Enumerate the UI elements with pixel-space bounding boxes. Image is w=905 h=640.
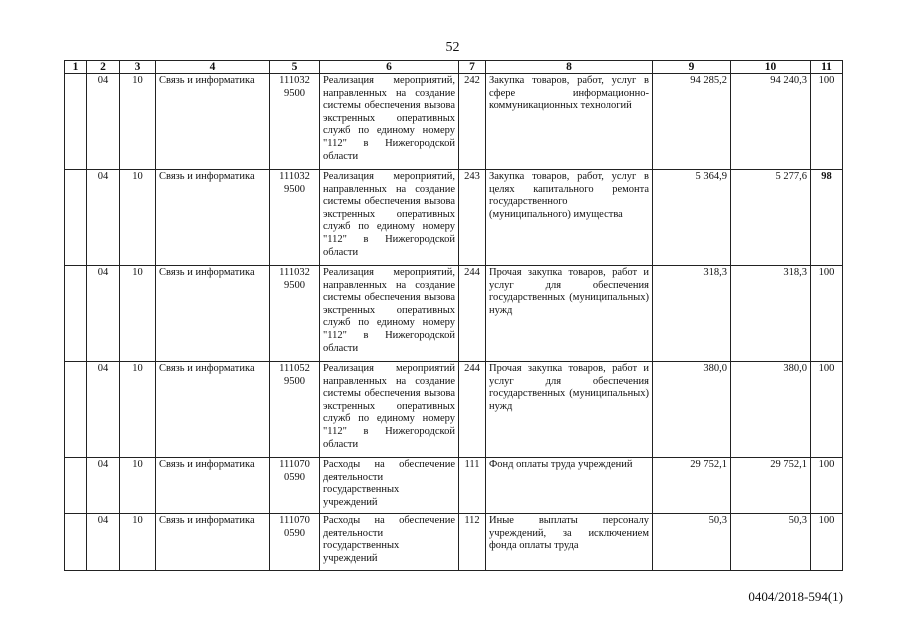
cell-target-article: 111032 9500 xyxy=(270,74,320,170)
cell-article-name: Расходы на обеспечение деятельности государственных учреждений xyxy=(320,458,459,514)
column-header-5: 5 xyxy=(270,61,320,74)
cell-expense-type: 112 xyxy=(459,514,486,571)
cell-planned-amount: 50,3 xyxy=(653,514,731,571)
cell-subsection-code: 10 xyxy=(120,266,156,362)
cell-planned-amount: 29 752,1 xyxy=(653,458,731,514)
cell-planned-amount: 380,0 xyxy=(653,362,731,458)
cell-expense-type: 242 xyxy=(459,74,486,170)
cell-actual-amount: 380,0 xyxy=(731,362,811,458)
cell-planned-amount: 94 285,2 xyxy=(653,74,731,170)
cell-target-article: 111032 9500 xyxy=(270,266,320,362)
cell-target-article: 111070 0590 xyxy=(270,514,320,571)
cell-subsection-name: Связь и информатика xyxy=(156,74,270,170)
cell-percent: 98 xyxy=(811,170,843,266)
cell-expense-name: Закупка товаров, работ, услуг в целях капитального ремонта государственного (муниципального) имущества xyxy=(486,170,653,266)
cell-subsection-code: 10 xyxy=(120,458,156,514)
cell-article-name: Реализация мероприятий, направленных на создание системы обеспечения вызова экстренных оперативных служб по единому номеру "112" в Нижегородской области xyxy=(320,74,459,170)
cell-expense-type: 244 xyxy=(459,362,486,458)
cell-section-code: 04 xyxy=(87,170,120,266)
cell-actual-amount: 94 240,3 xyxy=(731,74,811,170)
cell-section-code: 04 xyxy=(87,458,120,514)
cell-subsection-name: Связь и информатика xyxy=(156,362,270,458)
cell-section xyxy=(65,458,87,514)
table-row xyxy=(65,362,843,458)
cell-section xyxy=(65,266,87,362)
cell-percent: 100 xyxy=(811,74,843,170)
table-body xyxy=(65,74,843,571)
cell-subsection-code: 10 xyxy=(120,362,156,458)
column-header-2: 2 xyxy=(87,61,120,74)
column-header-9: 9 xyxy=(653,61,731,74)
cell-section-code: 04 xyxy=(87,362,120,458)
cell-actual-amount: 29 752,1 xyxy=(731,458,811,514)
table-row xyxy=(65,458,843,514)
column-header-6: 6 xyxy=(320,61,459,74)
cell-expense-name: Иные выплаты персоналу учреждений, за исключением фонда оплаты труда xyxy=(486,514,653,571)
cell-article-name: Реализация мероприятий, направленных на создание системы обеспечения вызова экстренных оперативных служб по единому номеру "112" в Нижегородской области xyxy=(320,170,459,266)
cell-subsection-name: Связь и информатика xyxy=(156,266,270,362)
budget-table xyxy=(64,60,843,571)
header-row xyxy=(65,61,843,74)
cell-expense-type: 244 xyxy=(459,266,486,362)
cell-actual-amount: 50,3 xyxy=(731,514,811,571)
cell-subsection-code: 10 xyxy=(120,170,156,266)
cell-subsection-name: Связь и информатика xyxy=(156,170,270,266)
cell-actual-amount: 318,3 xyxy=(731,266,811,362)
column-header-7: 7 xyxy=(459,61,486,74)
table-row xyxy=(65,514,843,571)
cell-section xyxy=(65,362,87,458)
column-header-10: 10 xyxy=(731,61,811,74)
table-row xyxy=(65,170,843,266)
cell-section xyxy=(65,514,87,571)
cell-article-name: Реализация мероприятий направленных на создание системы обеспечения вызова экстренных оперативных служб по единому номеру "112" в Нижегородской области xyxy=(320,362,459,458)
cell-percent: 100 xyxy=(811,362,843,458)
cell-section-code: 04 xyxy=(87,266,120,362)
cell-target-article: 111070 0590 xyxy=(270,458,320,514)
column-header-3: 3 xyxy=(120,61,156,74)
cell-expense-name: Прочая закупка товаров, работ и услуг для обеспечения государственных (муниципальных) нужд xyxy=(486,362,653,458)
cell-article-name: Реализация мероприятий, направленных на создание системы обеспечения вызова экстренных оперативных служб по единому номеру "112" в Нижегородской области xyxy=(320,266,459,362)
table-row xyxy=(65,74,843,170)
page-number: 52 xyxy=(445,40,460,55)
cell-percent: 100 xyxy=(811,458,843,514)
cell-section xyxy=(65,74,87,170)
column-header-8: 8 xyxy=(486,61,653,74)
cell-percent: 100 xyxy=(811,266,843,362)
table-header xyxy=(65,61,843,74)
cell-article-name: Расходы на обеспечение деятельности государственных учреждений xyxy=(320,514,459,571)
cell-subsection-name: Связь и информатика xyxy=(156,458,270,514)
cell-section-code: 04 xyxy=(87,514,120,571)
cell-planned-amount: 318,3 xyxy=(653,266,731,362)
cell-subsection-code: 10 xyxy=(120,74,156,170)
cell-section-code: 04 xyxy=(87,74,120,170)
cell-target-article: 111052 9500 xyxy=(270,362,320,458)
table-row xyxy=(65,266,843,362)
document-code: 0404/2018-594(1) xyxy=(748,589,843,604)
column-header-4: 4 xyxy=(156,61,270,74)
cell-expense-type: 111 xyxy=(459,458,486,514)
cell-section xyxy=(65,170,87,266)
cell-expense-name: Закупка товаров, работ, услуг в сфере информационно-коммуникационных технологий xyxy=(486,74,653,170)
cell-percent: 100 xyxy=(811,514,843,571)
cell-subsection-code: 10 xyxy=(120,514,156,571)
cell-subsection-name: Связь и информатика xyxy=(156,514,270,571)
column-header-1: 1 xyxy=(65,61,87,74)
cell-actual-amount: 5 277,6 xyxy=(731,170,811,266)
cell-expense-type: 243 xyxy=(459,170,486,266)
cell-expense-name: Прочая закупка товаров, работ и услуг для обеспечения государственных (муниципальных) нужд xyxy=(486,266,653,362)
column-header-11: 11 xyxy=(811,61,843,74)
cell-planned-amount: 5 364,9 xyxy=(653,170,731,266)
cell-target-article: 111032 9500 xyxy=(270,170,320,266)
cell-expense-name: Фонд оплаты труда учреждений xyxy=(486,458,653,514)
